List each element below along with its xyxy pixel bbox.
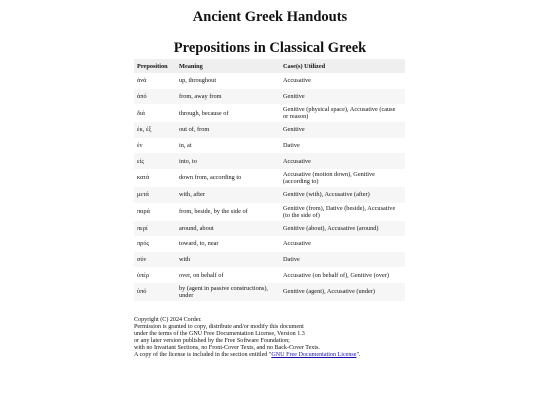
cases-cell: Accusative (motion down), Genitive (according to): [283, 170, 375, 185]
license-text-line: under the terms of the GNU Free Documentation License, Version 1.3: [134, 331, 305, 338]
meaning-cell: up, throughout: [179, 77, 217, 85]
meaning-cell: from, beside, by the side of: [179, 208, 248, 216]
meaning-cell: from, away from: [176, 89, 280, 105]
preposition-cell: πρός: [137, 240, 149, 248]
cases-cell: Genitive: [280, 89, 405, 105]
license-text-line: or any later version published by the Free Software Foundation;: [134, 338, 290, 345]
license-reference-line: [134, 352, 434, 359]
table-row: [134, 73, 405, 89]
meaning-cell: in, at: [179, 142, 192, 150]
cases-cell: Genitive (from), Dative (beside), Accusative (to the side of): [283, 204, 396, 219]
preposition-cell: εἰς: [134, 153, 176, 169]
cases-cell: Genitive (with), Accusative (after): [280, 187, 405, 203]
table-row: [134, 267, 405, 283]
license-text-line: with no Invariant Sections, no Front-Cover Texts, and no Back-Cover Texts.: [134, 345, 320, 352]
table-header-row: [134, 59, 405, 73]
table-row: [134, 203, 405, 221]
prepositions-table: [134, 59, 405, 301]
license-footer: [134, 317, 434, 360]
meaning-cell: over, on behalf of: [179, 271, 224, 279]
cases-cell: Genitive (physical space), Accusative (cause or reason): [283, 106, 396, 121]
meaning-cell: by (agent in passive constructions), under: [176, 283, 280, 301]
preposition-cell: ἐν: [137, 142, 143, 150]
preposition-cell: περί: [134, 221, 176, 237]
cases-cell: Genitive (about), Accusative (around): [280, 221, 405, 237]
table-row: [134, 104, 405, 122]
preposition-cell: ὑπέρ: [137, 271, 150, 279]
meaning-cell: with, after: [176, 187, 280, 203]
preposition-cell: ἀνά: [137, 77, 147, 85]
column-header-meaning: Meaning: [176, 59, 280, 73]
table-row: [134, 153, 405, 169]
meaning-cell: down from, according to: [179, 174, 242, 182]
preposition-cell: διά: [137, 109, 145, 117]
meaning-cell: with: [176, 252, 280, 268]
cases-cell: Accusative: [283, 240, 311, 248]
table-row: [134, 236, 405, 252]
preposition-cell: μετά: [134, 187, 176, 203]
meaning-cell: around, about: [176, 221, 280, 237]
table-row: [134, 187, 405, 203]
meaning-cell: through, because of: [179, 109, 229, 117]
preposition-cell: ἀπό: [134, 89, 176, 105]
preposition-cell: σύν: [134, 252, 176, 268]
preposition-cell: κατά: [137, 174, 150, 182]
cases-cell: Genitive: [280, 122, 405, 138]
preposition-cell: ἐκ, ἐξ: [134, 122, 176, 138]
cases-cell: Accusative: [280, 153, 405, 169]
table-row: [134, 89, 405, 105]
gfdl-license-link[interactable]: GNU Free Documentation License: [271, 352, 357, 359]
copyright-line: Copyright (C) 2024 Corder.: [134, 317, 202, 323]
table-row: [134, 252, 405, 268]
meaning-cell: toward, to, near: [179, 240, 219, 248]
meaning-cell: into, to: [176, 153, 280, 169]
cases-cell: Accusative: [283, 77, 311, 85]
meaning-cell: out of, from: [176, 122, 280, 138]
cases-cell: Dative: [280, 252, 405, 268]
license-text-line: Permission is granted to copy, distribute and/or modify this document: [134, 324, 304, 331]
table-row: [134, 122, 405, 138]
cases-cell: Accusative (on behalf of), Genitive (over): [283, 271, 389, 279]
table-row: [134, 169, 405, 187]
column-header-preposition: Preposition: [134, 59, 176, 73]
license-prefix: A copy of the license is included in the section entitled ": [134, 352, 272, 359]
column-header-cases: Case(s) Utilized: [280, 59, 405, 73]
cases-cell: Dative: [283, 142, 300, 150]
cases-cell: Genitive (agent), Accusative (under): [280, 283, 405, 301]
table-row: [134, 138, 405, 154]
table-row: [134, 221, 405, 237]
preposition-cell: παρά: [137, 208, 150, 216]
site-title: Ancient Greek Handouts: [192, 9, 348, 25]
license-suffix: ".: [356, 352, 361, 359]
page-title: Prepositions in Classical Greek: [173, 40, 367, 56]
table-row: [134, 283, 405, 301]
preposition-cell: ὑπό: [134, 283, 176, 301]
